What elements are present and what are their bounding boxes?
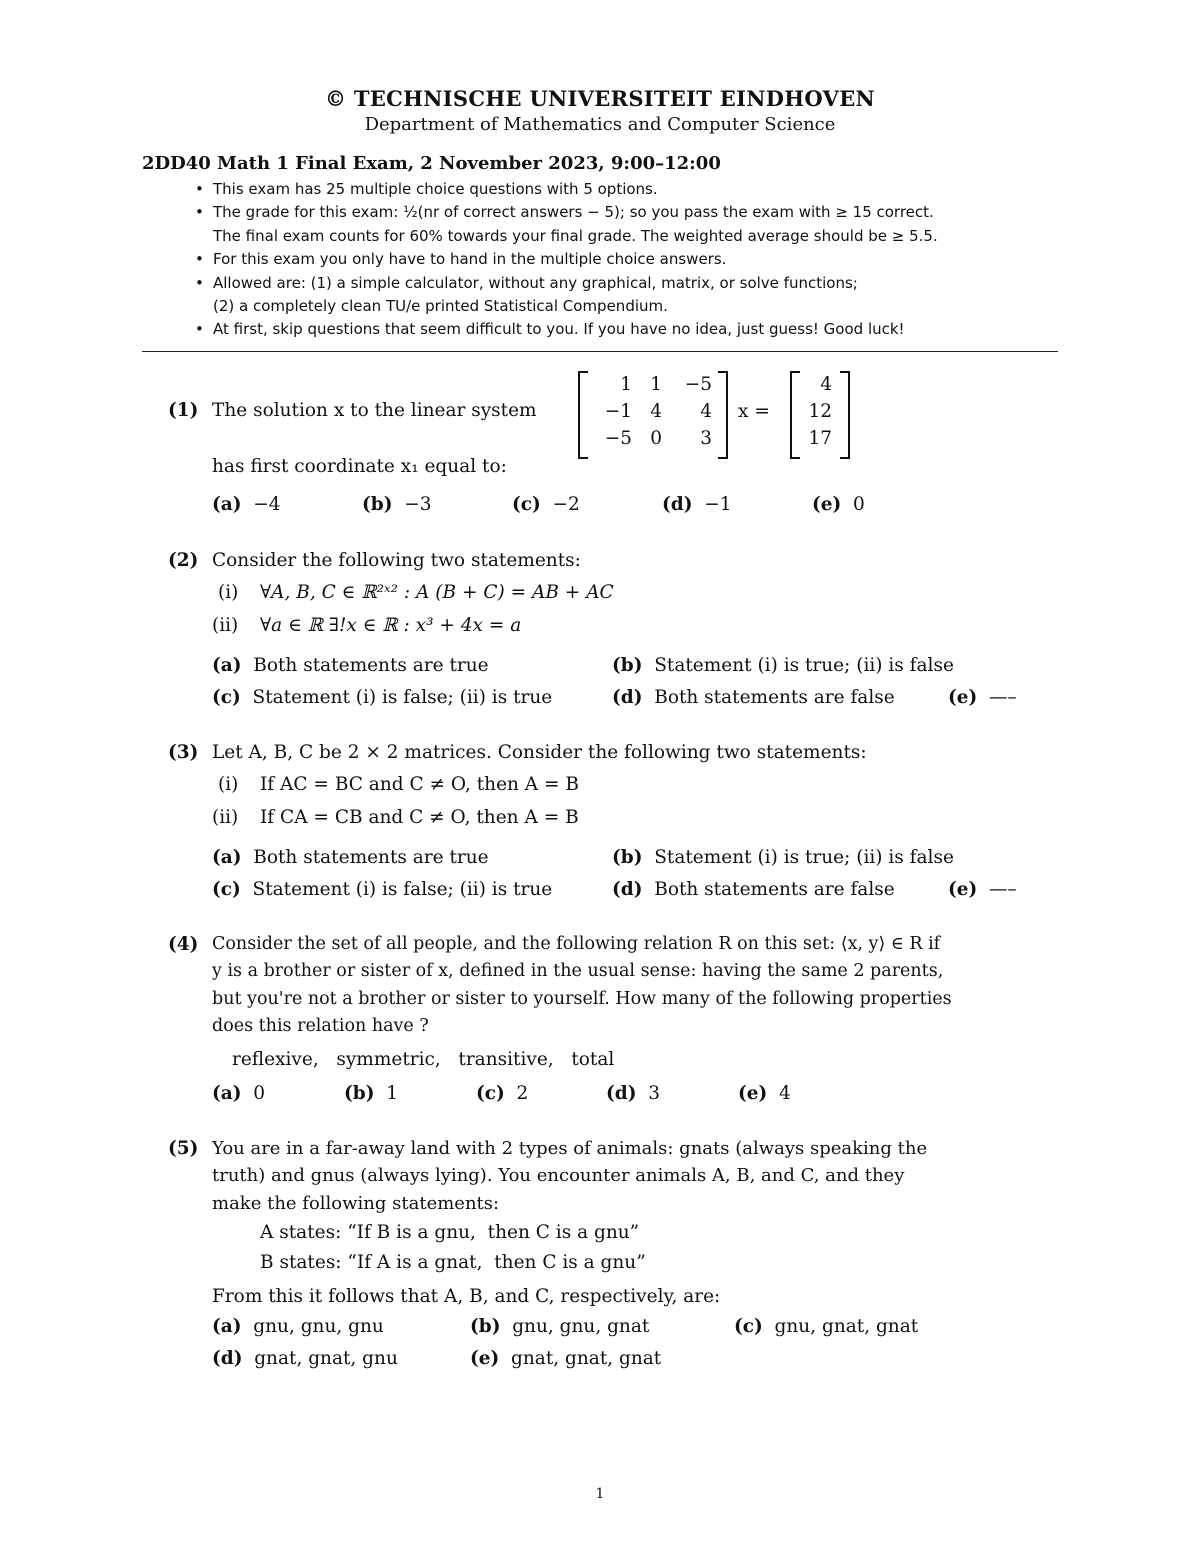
answer-option-a[interactable]: (a) −4 [212,494,281,515]
answer-option-a[interactable]: (a) 0 [212,1083,266,1104]
matrix-bracket-right [718,371,728,459]
question-text: make the following statements: [212,1193,500,1214]
question-text: Consider the set of all people, and the following relation R on this set: ⟨x, y⟩ ∈ R if [212,934,941,954]
statement-label: (i) [218,582,239,603]
vector-bracket-right [840,371,850,459]
answer-option-c[interactable]: (c) −2 [512,494,580,515]
question-text: has first coordinate x₁ equal to: [212,456,507,477]
answer-option-b[interactable]: (b) −3 [362,494,432,515]
statement-label: (ii) [212,615,239,636]
matrix-cell: −5 [684,374,712,395]
answer-option-c[interactable]: (c) 2 [476,1083,529,1104]
answer-option-c[interactable]: (c) Statement (i) is false; (ii) is true [212,687,553,708]
answer-option-a[interactable]: (a) Both statements are true [212,655,489,676]
answer-option-d[interactable]: (d) Both statements are false [612,687,895,708]
matrix-cell: 1 [650,374,662,395]
bullet-icon: • [195,320,204,338]
matrix-cell: 3 [700,428,712,449]
question-text: does this relation have ? [212,1016,429,1036]
answer-option-d[interactable]: (d) gnat, gnat, gnu [212,1348,398,1369]
question-text: y is a brother or sister of x, defined in the usual sense: having the same 2 parents, [212,961,944,981]
vector-cell: 17 [808,428,832,449]
vector-cell: 4 [820,374,832,395]
matrix-cell: 4 [700,401,712,422]
answer-option-a[interactable]: (a) Both statements are true [212,847,489,868]
answer-option-d[interactable]: (d) Both statements are false [612,879,895,900]
matrix-cell: −5 [604,428,632,449]
property-list: reflexive, symmetric, transitive, total [232,1049,615,1070]
question-text: truth) and gnus (always lying). You encounter animals A, B, and C, and they [212,1165,905,1186]
answer-option-e[interactable]: (e) gnat, gnat, gnat [470,1348,662,1369]
university-title: © TECHNISCHE UNIVERSITEIT EINDHOVEN [324,86,876,111]
question-number: (4) [168,934,199,955]
statement-text: If AC = BC and C ≠ O, then A = B [260,774,580,795]
answer-option-b[interactable]: (b) Statement (i) is true; (ii) is false [612,847,954,868]
answer-option-e[interactable]: (e) 4 [738,1083,791,1104]
vector-cell: 12 [808,401,832,422]
animal-statement: B states: “If A is a gnat, then C is a gnu” [260,1252,646,1273]
answer-option-d[interactable]: (d) −1 [662,494,732,515]
answer-option-e[interactable]: (e) —– [948,879,1017,900]
page-number: 1 [595,1486,605,1502]
equation-equals: x = [738,401,770,422]
matrix-cell: 0 [650,428,662,449]
answer-option-b[interactable]: (b) 1 [344,1083,398,1104]
bullet-icon: • [195,180,204,198]
matrix-cell: 1 [620,374,632,395]
question-number: (1) [168,400,199,421]
question-number: (5) [168,1138,199,1159]
question-text: From this it follows that A, B, and C, respectively, are: [212,1286,721,1307]
question-text: Consider the following two statements: [212,550,581,571]
statement-label: (ii) [212,807,239,828]
statement-text: If CA = CB and C ≠ O, then A = B [260,807,579,828]
animal-statement: A states: “If B is a gnu, then C is a gnu” [260,1222,640,1243]
answer-option-b[interactable]: (b) gnu, gnu, gnat [470,1316,650,1337]
answer-option-c[interactable]: (c) Statement (i) is false; (ii) is true [212,879,553,900]
answer-option-c[interactable]: (c) gnu, gnat, gnat [734,1316,919,1337]
matrix-cell: 4 [650,401,662,422]
statement-text: ∀a ∈ ℝ ∃!x ∈ ℝ : x³ + 4x = a [260,615,522,636]
statement-label: (i) [218,774,239,795]
question-number: (2) [168,550,199,571]
question-number: (3) [168,742,199,763]
answer-option-a[interactable]: (a) gnu, gnu, gnu [212,1316,384,1337]
question-text: You are in a far-away land with 2 types of animals: gnats (always speaking the [212,1138,928,1159]
matrix-bracket-left [578,371,588,459]
answer-option-b[interactable]: (b) Statement (i) is true; (ii) is false [612,655,954,676]
question-text: but you're not a brother or sister to yourself. How many of the following properties [212,989,952,1009]
bullet-icon: • [195,203,204,221]
question-text: Let A, B, C be 2 × 2 matrices. Consider the following two statements: [212,742,867,763]
exam-title: 2DD40 Math 1 Final Exam, 2 November 2023, 9:00–12:00 [142,153,721,174]
answer-option-e[interactable]: (e) 0 [812,494,865,515]
bullet-icon: • [195,274,204,292]
matrix-cell: −1 [604,401,632,422]
header-divider [142,351,1058,352]
statement-text: ∀A, B, C ∈ ℝ²ˣ² : A (B + C) = AB + AC [260,582,614,603]
bullet-icon: • [195,250,204,268]
question-text: The solution x to the linear system [212,400,537,421]
answer-option-e[interactable]: (e) —– [948,687,1017,708]
answer-option-d[interactable]: (d) 3 [606,1083,660,1104]
department-name: Department of Mathematics and Computer Science [364,114,836,135]
